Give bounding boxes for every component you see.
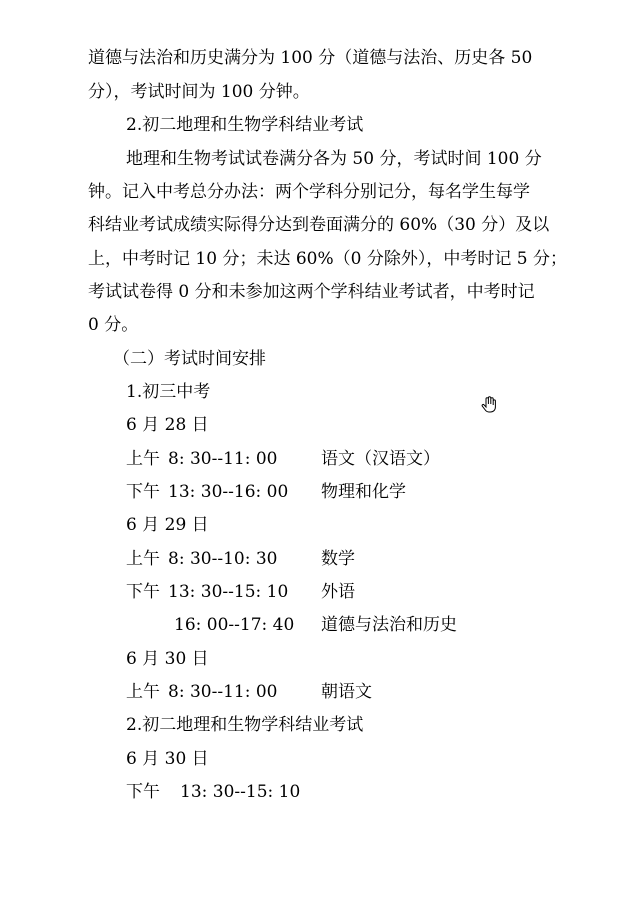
section-heading: 2.初二地理和生物学科结业考试	[126, 115, 364, 135]
time-range: 13: 30--15: 10	[180, 782, 301, 802]
time-range: 13: 30--15: 10	[168, 582, 289, 602]
schedule-row	[0, 609, 639, 641]
paragraph-line: 0 分。	[88, 315, 139, 335]
period-label: 下午	[126, 582, 160, 602]
subject-name: 数学	[321, 549, 355, 569]
paragraph-line: 考试试卷得 0 分和未参加这两个学科结业考试者，中考时记	[88, 282, 535, 302]
period-label: 上午	[126, 449, 160, 469]
exam-date: 6 月 29 日	[126, 515, 209, 535]
exam-date: 6 月 30 日	[126, 649, 209, 669]
paragraph-line: 科结业考试成绩实际得分达到卷面满分的 60%（30 分）及以	[88, 215, 550, 235]
schedule-section-title: （二）考试时间安排	[113, 349, 266, 369]
subject-name: 物理和化学	[321, 482, 406, 502]
exam-date: 6 月 28 日	[126, 415, 209, 435]
paragraph-line: 道德与法治和历史满分为 100 分（道德与法治、历史各 50	[88, 48, 533, 68]
schedule-row	[0, 576, 639, 608]
hand-cursor-icon	[481, 396, 497, 414]
subject-name: 朝语文	[321, 682, 372, 702]
period-label: 下午	[126, 482, 160, 502]
time-range: 8: 30--11: 00	[168, 682, 278, 702]
paragraph-line: 地理和生物考试试卷满分各为 50 分，考试时间 100 分	[126, 149, 542, 169]
time-range: 8: 30--10: 30	[168, 549, 278, 569]
subject-name: 道德与法治和历史	[321, 615, 457, 635]
period-label: 上午	[126, 682, 160, 702]
period-label: 下午	[126, 782, 160, 802]
paragraph-line: 分），考试时间为 100 分钟。	[88, 82, 310, 102]
subject-name: 外语	[321, 582, 355, 602]
schedule-row	[0, 476, 639, 508]
subject-name: 语文（汉语文）	[321, 449, 440, 469]
time-range: 8: 30--11: 00	[168, 449, 278, 469]
paragraph-line: 上，中考时记 10 分；未达 60%（0 分除外），中考时记 5 分；	[88, 249, 567, 269]
time-range: 16: 00--17: 40	[174, 615, 295, 635]
schedule-row	[0, 676, 639, 708]
grade8-exam-title: 2.初二地理和生物学科结业考试	[126, 715, 364, 735]
time-range: 13: 30--16: 00	[168, 482, 289, 502]
paragraph-line: 钟。记入中考总分办法：两个学科分别记分，每名学生每学	[88, 182, 530, 202]
schedule-row	[0, 776, 639, 808]
schedule-row	[0, 543, 639, 575]
schedule-row	[0, 443, 639, 475]
grade9-exam-title: 1.初三中考	[126, 382, 211, 402]
exam-date: 6 月 30 日	[126, 749, 209, 769]
period-label: 上午	[126, 549, 160, 569]
